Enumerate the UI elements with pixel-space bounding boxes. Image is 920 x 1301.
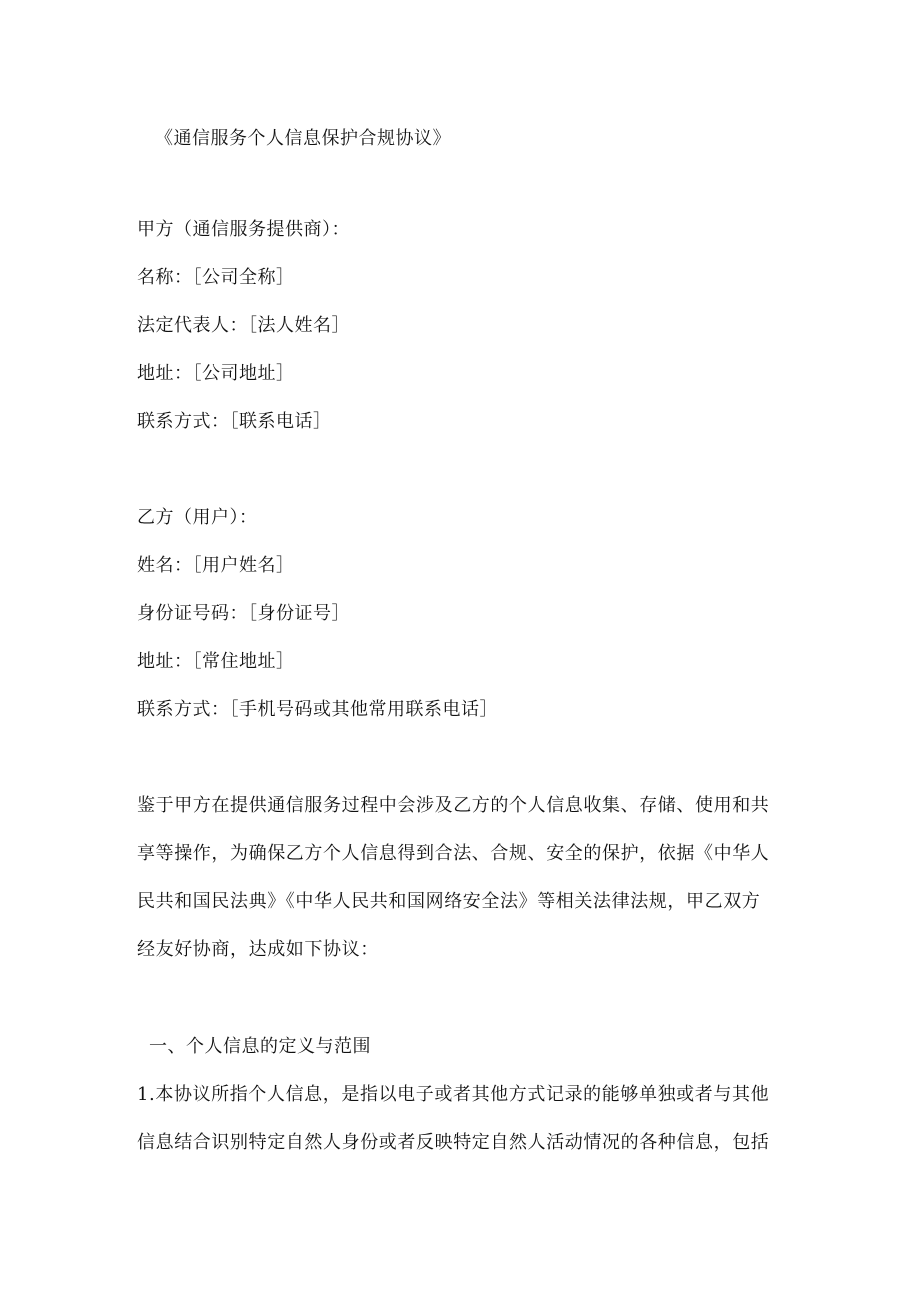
- preamble-line: 鉴于甲方在提供通信服务过程中会涉及乙方的个人信息收集、存储、使用和共: [137, 795, 770, 816]
- party-a-representative: 法定代表人：［法人姓名］: [137, 315, 350, 336]
- party-b-address: 地址：［常住地址］: [137, 651, 295, 672]
- preamble-line: 享等操作，为确保乙方个人信息得到合法、合规、安全的保护，依据《中华人: [137, 843, 770, 864]
- party-b-name: 姓名：［用户姓名］: [137, 555, 295, 576]
- party-b-id-number: 身份证号码：［身份证号］: [137, 603, 350, 624]
- document-title: 《通信服务个人信息保护合规协议》: [155, 128, 451, 149]
- party-a-address: 地址：［公司地址］: [137, 363, 295, 384]
- party-a-name: 名称：［公司全称］: [137, 267, 295, 288]
- preamble-line: 经友好协商，达成如下协议：: [137, 939, 379, 960]
- party-b-heading: 乙方（用户）：: [137, 507, 258, 528]
- preamble-line: 民共和国民法典》《中华人民共和国网络安全法》等相关法律法规，甲乙双方: [137, 891, 761, 912]
- section-1-heading: 一、个人信息的定义与范围: [149, 1036, 371, 1057]
- party-a-heading: 甲方（通信服务提供商）：: [137, 219, 350, 240]
- clause-1-line: 信息结合识别特定自然人身份或者反映特定自然人活动情况的各种信息，包括: [137, 1132, 770, 1153]
- party-a-contact: 联系方式：［联系电话］: [137, 411, 332, 432]
- party-b-contact: 联系方式：［手机号码或其他常用联系电话］: [137, 699, 498, 720]
- clause-1-line: 1.本协议所指个人信息，是指以电子或者其他方式记录的能够单独或者与其他: [137, 1084, 770, 1105]
